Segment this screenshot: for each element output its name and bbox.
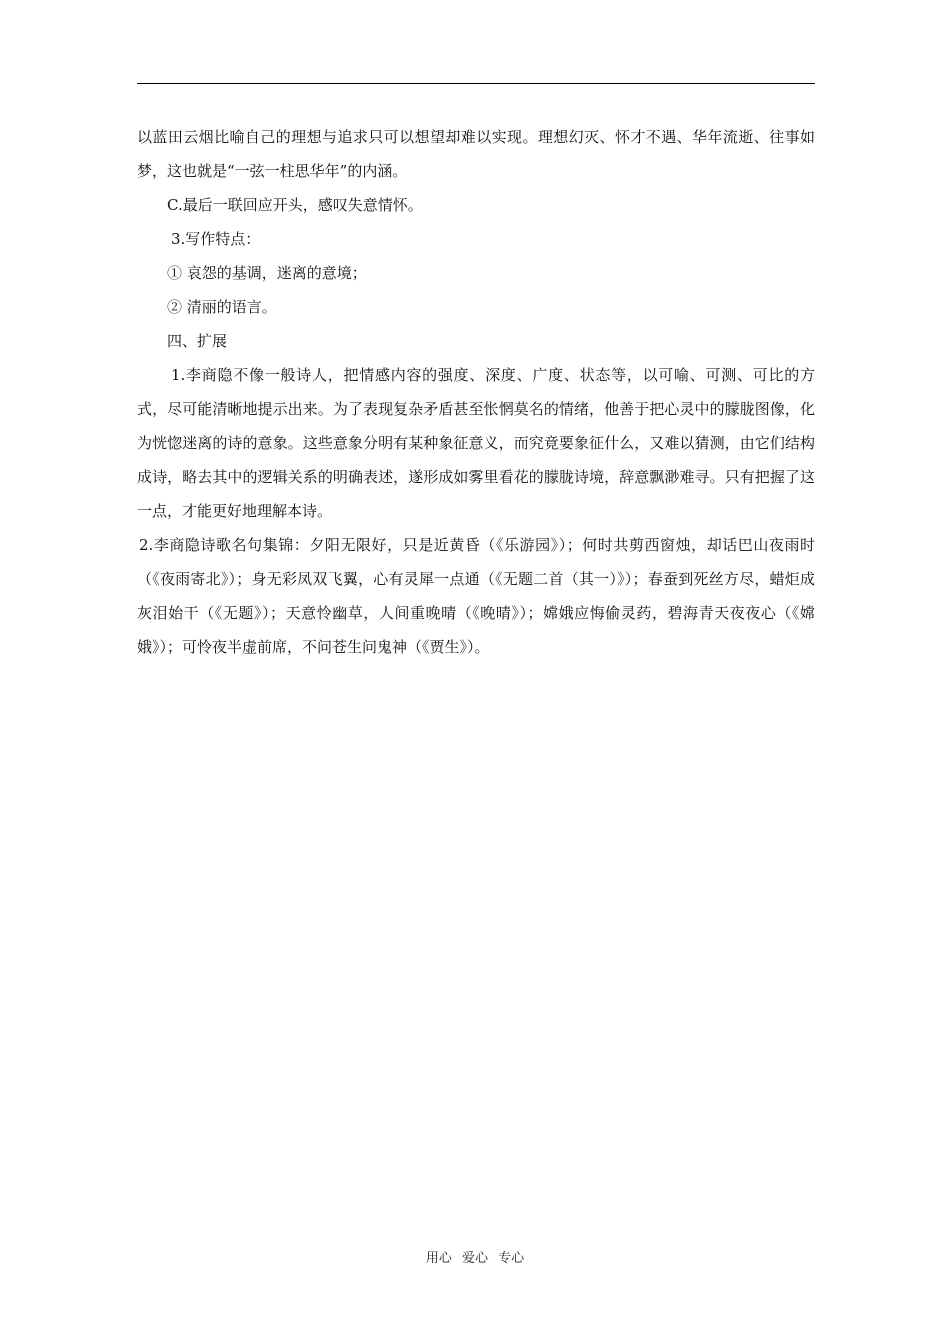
paragraph-feature-1: ① 哀怨的基调，迷离的意境； [167,264,367,282]
page-footer: 用心 爱心 专心 [425,1251,525,1266]
section-heading-extension: 四、扩展 [167,332,228,350]
paragraph-writing-features-heading: 3.写作特点： [171,230,261,248]
paragraph-blue-field-metaphor: 以蓝田云烟比喻自己的理想与追求只可以想望却难以实现。理想幻灭、怀才不遇、华年流逝、往事如梦，这也就是“一弦一柱思华年”的内涵。 [137,128,815,180]
header-rule [137,83,815,84]
paragraph-extension-1: 1.李商隐不像一般诗人，把情感内容的强度、深度、广度、状态等，以可喻、可测、可比的方式，尽可能清晰地提示出来。为了表现复杂矛盾甚至怅惘莫名的情绪，他善于把心灵中的朦胧图像，化为恍惚迷离的诗的意象。这些意象分明有某种象征意义，而究竟要象征什么，又难以猜测，由它们结构成诗，略去其中的逻辑关系的明确表述，遂形成如雾里看花的朦胧诗境，辞意飘渺难寻。只有把握了这一点，才能更好地理解本诗。 [137,366,815,520]
paragraph-extension-2: 2.李商隐诗歌名句集锦：夕阳无限好，只是近黄昏（《乐游园》）；何时共剪西窗烛，却话巴山夜雨时（《夜雨寄北》）；身无彩凤双飞翼，心有灵犀一点通（《无题二首（其一）》）；春蚕到死丝方尽，蜡炬成灰泪始干（《无题》）；天意怜幽草，人间重晚晴（《晚晴》）；嫦娥应悔偷灵药，碧海青天夜夜心（《嫦娥》）；可怜夜半虚前席，不问苍生问鬼神（《贾生》）。 [137,536,815,656]
paragraph-feature-2: ② 清丽的语言。 [167,298,277,316]
paragraph-point-c: C.最后一联回应开头，感叹失意情怀。 [167,196,423,214]
document-body [137,120,815,664]
